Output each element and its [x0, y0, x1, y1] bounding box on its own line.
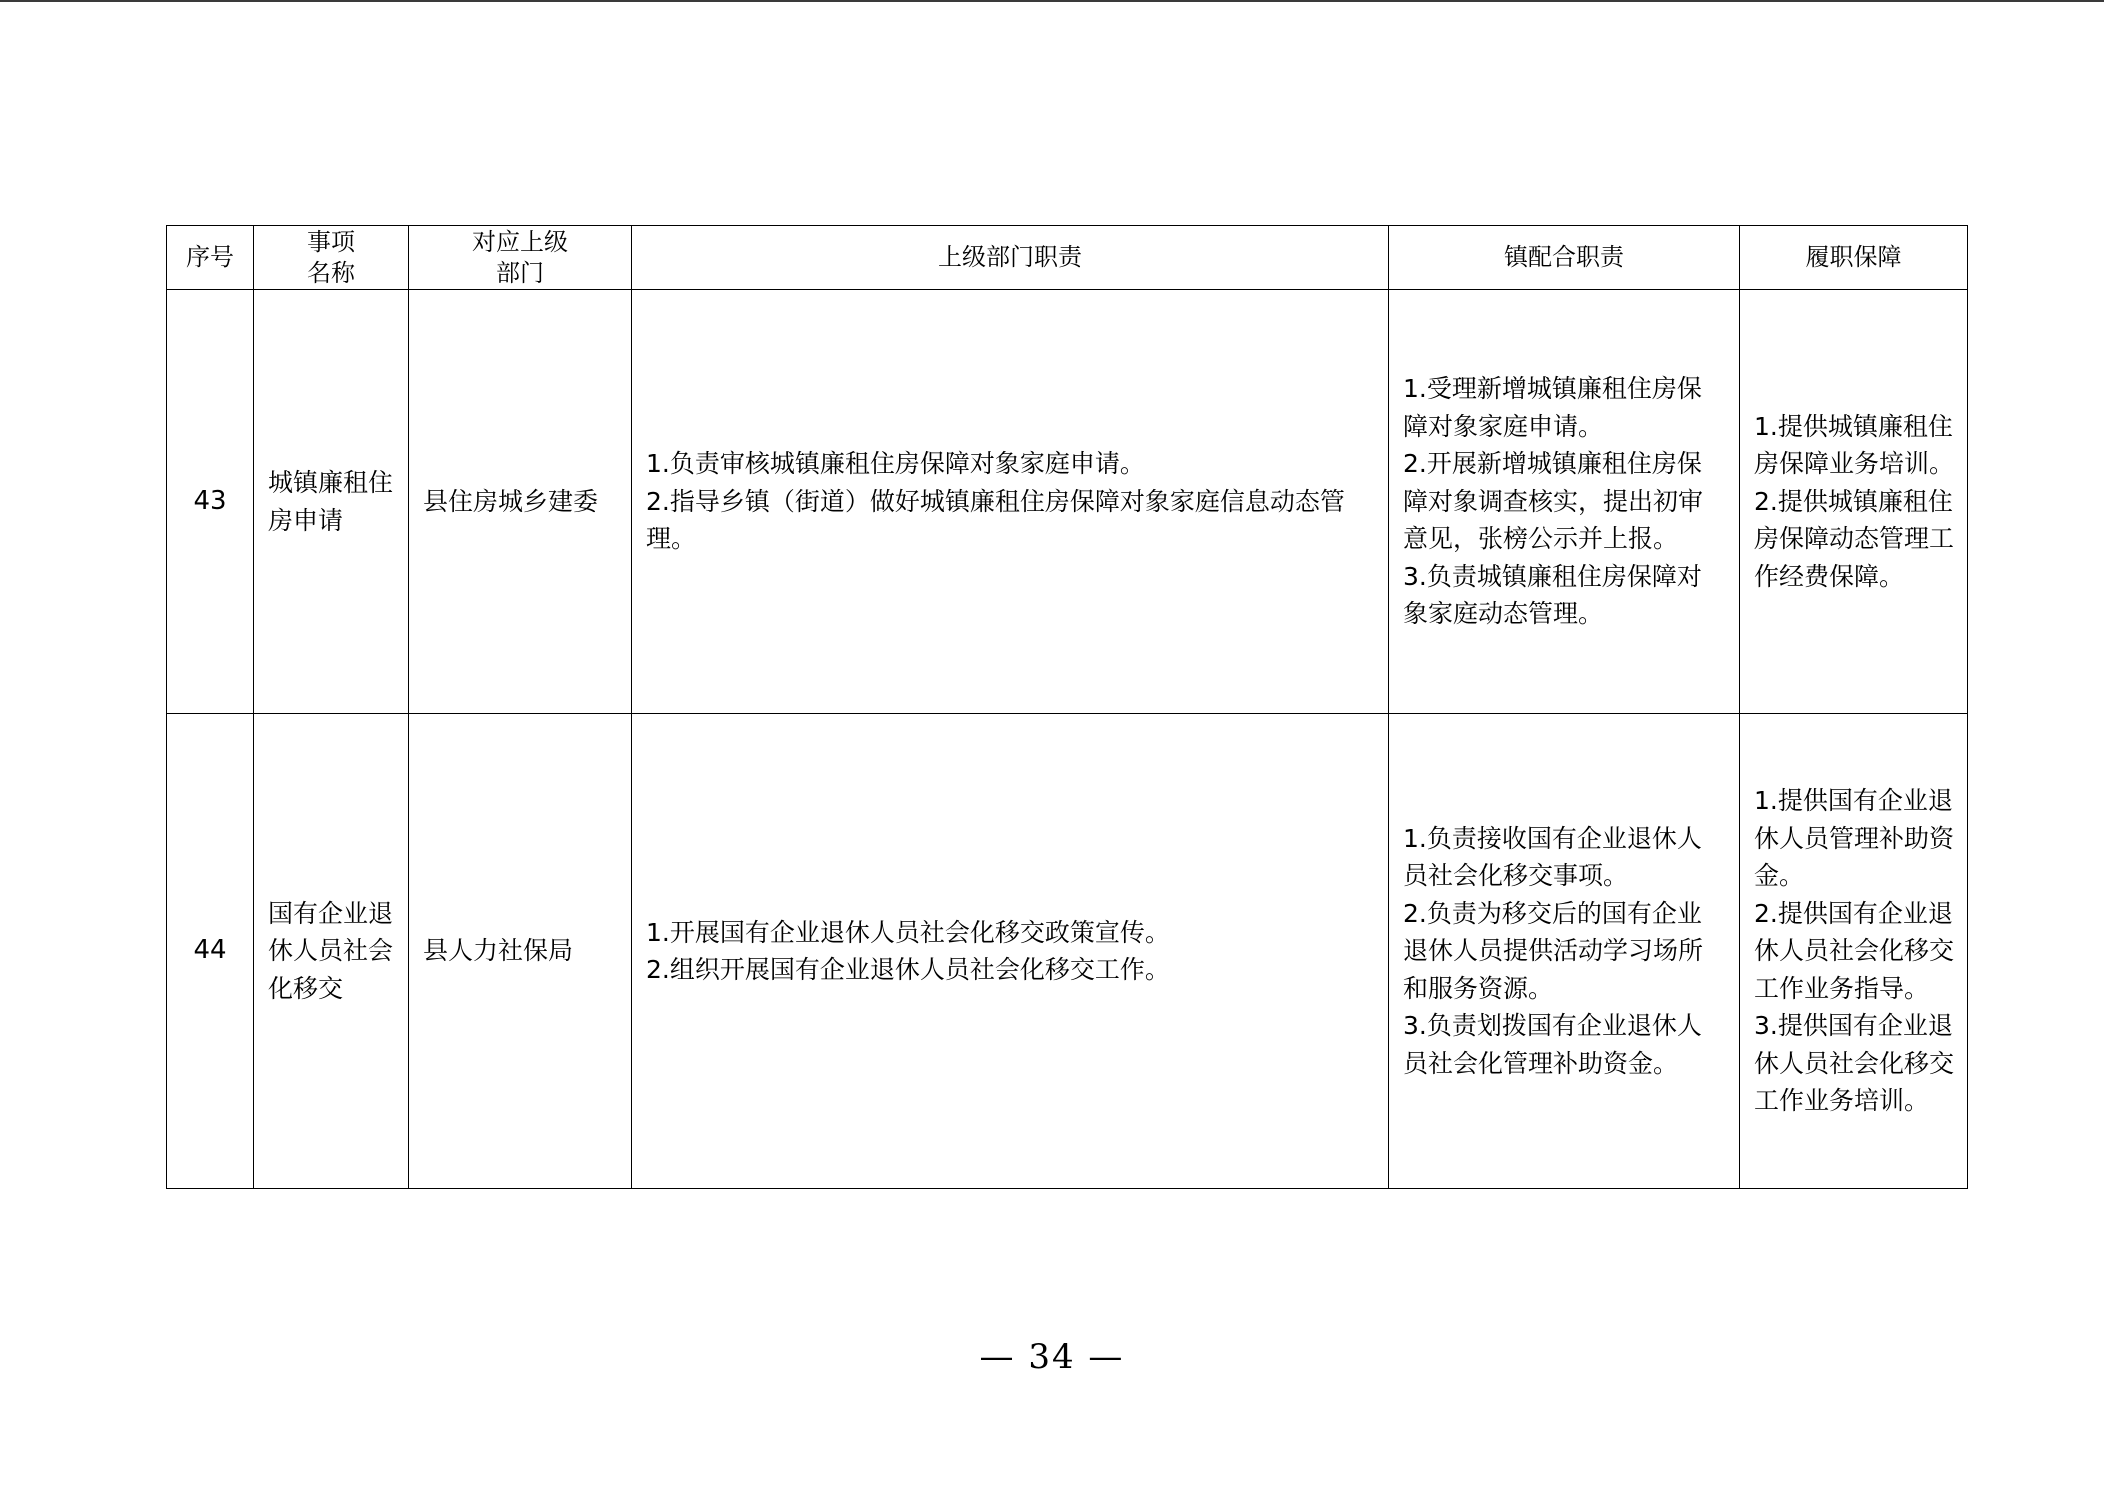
superior-duties-cell — [632, 714, 1389, 1189]
guarantees-cell — [1740, 714, 1968, 1189]
duty-line: 3.负责城镇廉租住房保障对象家庭动态管理。 — [1403, 561, 1702, 629]
header-superior-department: 对应上级 部门 — [409, 226, 632, 290]
header-superior-duties: 上级部门职责 — [632, 226, 1389, 290]
duty-line: 1.负责审核城镇廉租住房保障对象家庭申请。 — [646, 449, 1145, 479]
item-name-cell: 国有企业退休人员社会化移交 — [254, 714, 409, 1189]
guarantee-line: 2.提供城镇廉租住房保障动态管理工作经费保障。 — [1754, 486, 1955, 591]
guarantee-line: 1.提供国有企业退休人员管理补助资金。 — [1754, 786, 1955, 891]
top-border-rule — [0, 0, 2104, 2]
table-header-row — [167, 226, 1968, 290]
table-row — [167, 290, 1968, 714]
town-duties-cell — [1389, 714, 1740, 1189]
duty-line: 2.指导乡镇（街道）做好城镇廉租住房保障对象家庭信息动态管理。 — [646, 486, 1345, 554]
table-row — [167, 714, 1968, 1189]
guarantee-line: 2.提供国有企业退休人员社会化移交工作业务指导。 — [1754, 898, 1955, 1003]
guarantees-cell — [1740, 290, 1968, 714]
superior-duties-cell — [632, 290, 1389, 714]
page-number: — 34 — — [979, 1337, 1125, 1377]
header-number: 序号 — [167, 226, 254, 290]
duties-table — [166, 225, 1968, 1189]
department-cell: 县人力社保局 — [409, 714, 632, 1189]
header-guarantees: 履职保障 — [1740, 226, 1968, 290]
duty-line: 1.开展国有企业退休人员社会化移交政策宣传。 — [646, 917, 1170, 947]
duty-line: 2.组织开展国有企业退休人员社会化移交工作。 — [646, 955, 1170, 984]
guarantee-line: 3.提供国有企业退休人员社会化移交工作业务培训。 — [1754, 1011, 1955, 1116]
guarantee-line: 1.提供城镇廉租住房保障业务培训。 — [1754, 411, 1955, 479]
duty-line: 2.开展新增城镇廉租住房保障对象调查核实，提出初审意见，张榜公示并上报。 — [1403, 449, 1704, 554]
duty-line: 1.负责接收国有企业退休人员社会化移交事项。 — [1403, 823, 1702, 891]
duty-line: 2.负责为移交后的国有企业退休人员提供活动学习场所和服务资源。 — [1403, 898, 1704, 1003]
department-cell: 县住房城乡建委 — [409, 290, 632, 714]
row-number: 43 — [167, 290, 254, 714]
town-duties-cell — [1389, 290, 1740, 714]
duty-line: 3.负责划拨国有企业退休人员社会化管理补助资金。 — [1403, 1011, 1702, 1078]
duty-line: 1.受理新增城镇廉租住房保障对象家庭申请。 — [1403, 374, 1702, 441]
header-item-name: 事项 名称 — [254, 226, 409, 290]
row-number: 44 — [167, 714, 254, 1189]
header-town-duties: 镇配合职责 — [1389, 226, 1740, 290]
item-name-cell: 城镇廉租住房申请 — [254, 290, 409, 714]
